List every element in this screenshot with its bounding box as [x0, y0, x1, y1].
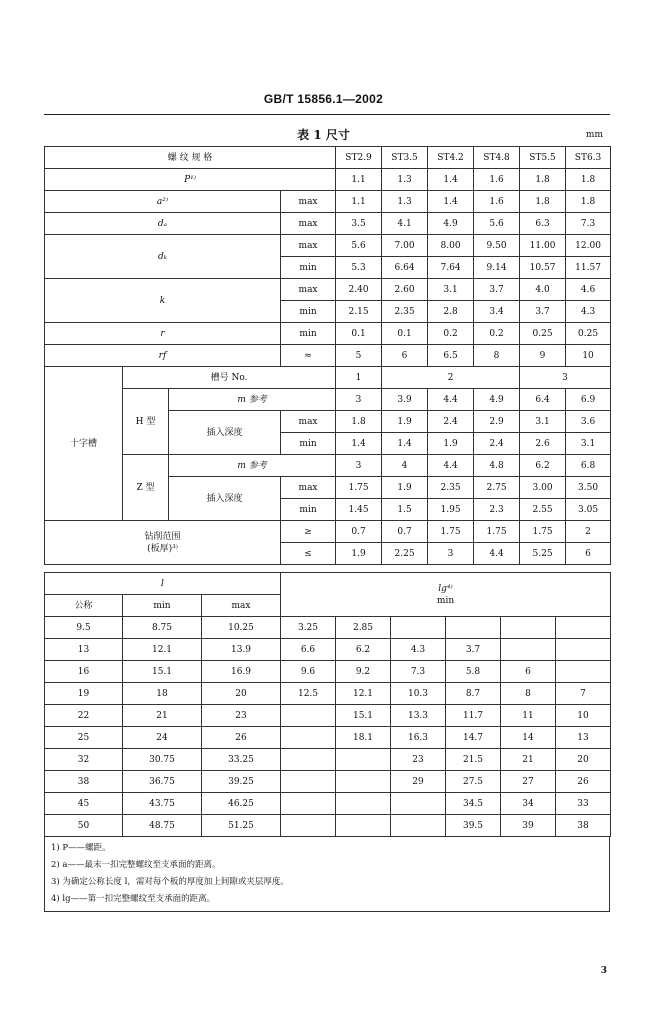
lg-min: min: [436, 595, 455, 606]
nominal-length: 16: [45, 661, 123, 683]
value-cell: 3.1: [566, 433, 611, 455]
min-length: 36.75: [123, 771, 202, 793]
lg-value: 9.2: [336, 661, 391, 683]
value-cell: 3.6: [566, 411, 611, 433]
lg-value: 12.1: [336, 683, 391, 705]
lg-value: 6.2: [336, 639, 391, 661]
row-label: k: [45, 279, 281, 323]
max-length: 20: [202, 683, 281, 705]
lg-value: [281, 727, 336, 749]
value-cell: 12.00: [566, 235, 611, 257]
value-cell: 3.4: [474, 301, 520, 323]
value-cell: 4: [382, 455, 428, 477]
lg-value: 13: [556, 727, 611, 749]
table-row: [45, 815, 611, 837]
lg-value: 7.3: [391, 661, 446, 683]
lg-value: 39: [501, 815, 556, 837]
lg-value: [336, 793, 391, 815]
z-type-label: Z 型: [123, 455, 169, 521]
value-cell: 4.3: [566, 301, 611, 323]
value-cell: 7.3: [566, 213, 611, 235]
value-cell: 3.7: [520, 301, 566, 323]
max-length: 16.9: [202, 661, 281, 683]
lg-value: 34.5: [446, 793, 501, 815]
lg-value: 21: [501, 749, 556, 771]
lg-value: 39.5: [446, 815, 501, 837]
spec-header-row: [45, 147, 611, 169]
value-cell: 1.1: [336, 169, 382, 191]
lg-value: 8.7: [446, 683, 501, 705]
value-cell: 0.2: [474, 323, 520, 345]
value-cell: 2.25: [382, 543, 428, 565]
min-length: 30.75: [123, 749, 202, 771]
max-length: 23: [202, 705, 281, 727]
value-cell: 2: [382, 367, 520, 389]
value-cell: 7.00: [382, 235, 428, 257]
value-cell: 11.57: [566, 257, 611, 279]
value-cell: 6.9: [566, 389, 611, 411]
sub-label: max: [281, 191, 336, 213]
standard-header: GB/T 15856.1—2002: [263, 92, 384, 106]
l-label: l: [45, 573, 281, 595]
table-row: [45, 749, 611, 771]
value-cell: 4.8: [474, 455, 520, 477]
value-cell: 4.0: [520, 279, 566, 301]
value-cell: 0.1: [382, 323, 428, 345]
value-cell: 3: [336, 455, 382, 477]
value-cell: 1.45: [336, 499, 382, 521]
lg-value: 14: [501, 727, 556, 749]
max-length: 10.25: [202, 617, 281, 639]
value-cell: 2.35: [428, 477, 474, 499]
value-cell: 2.8: [428, 301, 474, 323]
max-length: 33.25: [202, 749, 281, 771]
min-length: 18: [123, 683, 202, 705]
spec-cell: ST4.8: [474, 147, 520, 169]
lg-value: [391, 617, 446, 639]
table-row: [45, 617, 611, 639]
value-cell: 3.1: [428, 279, 474, 301]
value-cell: 1.4: [382, 433, 428, 455]
nominal-length: 50: [45, 815, 123, 837]
lg-value: 10.3: [391, 683, 446, 705]
value-cell: 1.6: [474, 169, 520, 191]
sub-label: max: [281, 213, 336, 235]
lg-value: [501, 639, 556, 661]
row-drill-ge: [45, 521, 611, 543]
nominal-length: 25: [45, 727, 123, 749]
row-label: dₖ: [45, 235, 281, 279]
table-unit: mm: [585, 130, 603, 140]
value-cell: 9.50: [474, 235, 520, 257]
table-row: [45, 771, 611, 793]
drill-range-label: [45, 521, 281, 565]
value-cell: 10: [566, 345, 611, 367]
value-cell: 1: [336, 367, 382, 389]
value-cell: 4.4: [428, 389, 474, 411]
spec-cell: ST2.9: [336, 147, 382, 169]
value-cell: 11.00: [520, 235, 566, 257]
value-cell: 6: [566, 543, 611, 565]
row-label: P¹⁾: [45, 169, 336, 191]
value-cell: 2: [566, 521, 611, 543]
max-length: 26: [202, 727, 281, 749]
value-cell: 4.4: [428, 455, 474, 477]
lg-value: 8: [501, 683, 556, 705]
value-cell: 2.3: [474, 499, 520, 521]
sub-label: min: [281, 257, 336, 279]
nominal-length: 9.5: [45, 617, 123, 639]
spec-cell: ST4.2: [428, 147, 474, 169]
value-cell: 6.4: [520, 389, 566, 411]
nominal-length: 45: [45, 793, 123, 815]
value-cell: 3: [520, 367, 611, 389]
min-length: 24: [123, 727, 202, 749]
nominal-length: 13: [45, 639, 123, 661]
value-cell: 1.6: [474, 191, 520, 213]
value-cell: 2.35: [382, 301, 428, 323]
value-cell: 5.6: [474, 213, 520, 235]
value-cell: 3.7: [474, 279, 520, 301]
row-h-m: [45, 389, 611, 411]
value-cell: 4.1: [382, 213, 428, 235]
value-cell: 1.5: [382, 499, 428, 521]
sub-label: min: [281, 499, 336, 521]
value-cell: 1.3: [382, 191, 428, 213]
slot-label: 槽号 No.: [123, 367, 336, 389]
value-cell: 9: [520, 345, 566, 367]
value-cell: 1.1: [336, 191, 382, 213]
lg-value: 3.25: [281, 617, 336, 639]
lg-value: 23: [391, 749, 446, 771]
lg-value: 4.3: [391, 639, 446, 661]
value-cell: 1.8: [336, 411, 382, 433]
value-cell: 1.75: [336, 477, 382, 499]
lg-value: [336, 749, 391, 771]
footnote: 2) a——最末一扣完整螺纹至支承面的距离。: [51, 860, 221, 870]
nominal-length: 19: [45, 683, 123, 705]
value-cell: 6.64: [382, 257, 428, 279]
lg-value: 38: [556, 815, 611, 837]
value-cell: 5.6: [336, 235, 382, 257]
value-cell: 2.15: [336, 301, 382, 323]
lg-value: 27: [501, 771, 556, 793]
sub-label: max: [281, 279, 336, 301]
footnote: 3) 为确定公称长度 l，需对每个板的厚度加上间隙或夹层厚度。: [51, 877, 289, 887]
value-cell: 2.4: [428, 411, 474, 433]
sub-label: min: [281, 323, 336, 345]
page-number: 3: [600, 966, 607, 976]
row-dk-max: [45, 235, 611, 257]
drill-label-line1: 钻削范围: [144, 531, 181, 542]
max-length: 46.25: [202, 793, 281, 815]
value-cell: 1.4: [428, 191, 474, 213]
row-label: a²⁾: [45, 191, 281, 213]
row-da: [45, 213, 611, 235]
drill-label-line2: (板厚)³⁾: [147, 543, 178, 554]
sub-label: max: [281, 411, 336, 433]
lg-value: 29: [391, 771, 446, 793]
sub-label: max: [281, 235, 336, 257]
max-label: max: [202, 595, 281, 617]
header-rule: [44, 114, 610, 115]
table-row: [45, 683, 611, 705]
sub-label: ≤: [281, 543, 336, 565]
value-cell: 5.25: [520, 543, 566, 565]
lg-value: [281, 793, 336, 815]
max-length: 13.9: [202, 639, 281, 661]
lg-value: 6.6: [281, 639, 336, 661]
value-cell: 8.00: [428, 235, 474, 257]
value-cell: 1.8: [566, 169, 611, 191]
value-cell: 3.9: [382, 389, 428, 411]
lg-value: [336, 815, 391, 837]
row-label: dₐ: [45, 213, 281, 235]
lg-value: 11.7: [446, 705, 501, 727]
row-k-max: [45, 279, 611, 301]
spec-cell: ST3.5: [382, 147, 428, 169]
sub-label: ≥: [281, 521, 336, 543]
max-length: 39.25: [202, 771, 281, 793]
lg-value: [446, 617, 501, 639]
min-length: 43.75: [123, 793, 202, 815]
lg-value: 27.5: [446, 771, 501, 793]
value-cell: 0.2: [428, 323, 474, 345]
value-cell: 1.8: [566, 191, 611, 213]
value-cell: 3: [336, 389, 382, 411]
value-cell: 0.7: [336, 521, 382, 543]
sub-label: ≈: [281, 345, 336, 367]
lg-value: 11: [501, 705, 556, 727]
lg-value: [336, 771, 391, 793]
m-ref-label: m 参考: [169, 389, 336, 411]
min-length: 8.75: [123, 617, 202, 639]
value-cell: 2.6: [520, 433, 566, 455]
value-cell: 0.7: [382, 521, 428, 543]
table-row: [45, 727, 611, 749]
lg-value: 21.5: [446, 749, 501, 771]
lg-value: 13.3: [391, 705, 446, 727]
value-cell: 7.64: [428, 257, 474, 279]
value-cell: 3.50: [566, 477, 611, 499]
lg-value: [501, 617, 556, 639]
lg-value: 5.8: [446, 661, 501, 683]
nominal-label: 公称: [45, 595, 123, 617]
value-cell: 5.3: [336, 257, 382, 279]
value-cell: 3: [428, 543, 474, 565]
value-cell: 1.9: [382, 477, 428, 499]
value-cell: 4.9: [428, 213, 474, 235]
value-cell: 1.9: [382, 411, 428, 433]
value-cell: 1.75: [474, 521, 520, 543]
lg-value: 18.1: [336, 727, 391, 749]
value-cell: 2.75: [474, 477, 520, 499]
value-cell: 1.9: [428, 433, 474, 455]
lg-value: 34: [501, 793, 556, 815]
nominal-length: 38: [45, 771, 123, 793]
cross-recess-label: 十字槽: [45, 367, 123, 521]
lg-value: 20: [556, 749, 611, 771]
lg-value: 9.6: [281, 661, 336, 683]
depth-label: 插入深度: [169, 477, 281, 521]
lg-value: [281, 705, 336, 727]
value-cell: 0.25: [566, 323, 611, 345]
min-label: min: [123, 595, 202, 617]
value-cell: 4.4: [474, 543, 520, 565]
lg-value: 33: [556, 793, 611, 815]
value-cell: 3.1: [520, 411, 566, 433]
table-row: [45, 639, 611, 661]
min-length: 12.1: [123, 639, 202, 661]
value-cell: 1.9: [336, 543, 382, 565]
nominal-length: 22: [45, 705, 123, 727]
value-cell: 1.75: [520, 521, 566, 543]
value-cell: 1.8: [520, 169, 566, 191]
table-caption: 表 1 尺寸: [297, 128, 350, 142]
value-cell: 2.40: [336, 279, 382, 301]
length-rows: [45, 617, 611, 837]
lg-value: [281, 815, 336, 837]
spec-cell: ST6.3: [566, 147, 611, 169]
row-rf: [45, 345, 611, 367]
value-cell: 6: [382, 345, 428, 367]
lg-value: [281, 771, 336, 793]
value-cell: 6.5: [428, 345, 474, 367]
h-type-label: H 型: [123, 389, 169, 455]
value-cell: 1.8: [520, 191, 566, 213]
lg-value: 26: [556, 771, 611, 793]
value-cell: 2.60: [382, 279, 428, 301]
value-cell: 6.2: [520, 455, 566, 477]
value-cell: 9.14: [474, 257, 520, 279]
sub-label: min: [281, 433, 336, 455]
depth-label: 插入深度: [169, 411, 281, 455]
value-cell: 2.55: [520, 499, 566, 521]
footnote: 4) lg——第一扣完整螺纹至支承面的距离。: [51, 894, 216, 904]
lg-value: 3.7: [446, 639, 501, 661]
lg-value: [556, 617, 611, 639]
row-label: rf: [45, 345, 281, 367]
lg-value: 16.3: [391, 727, 446, 749]
row-z-m: [45, 455, 611, 477]
table-row: [45, 793, 611, 815]
value-cell: 0.25: [520, 323, 566, 345]
row-label: r: [45, 323, 281, 345]
footnote: 1) P——螺距。: [51, 843, 111, 853]
lg-value: [281, 749, 336, 771]
nominal-length: 32: [45, 749, 123, 771]
value-cell: 1.3: [382, 169, 428, 191]
value-cell: 0.1: [336, 323, 382, 345]
value-cell: 4.6: [566, 279, 611, 301]
lg-value: 7: [556, 683, 611, 705]
max-length: 51.25: [202, 815, 281, 837]
dimension-table: [44, 146, 611, 565]
min-length: 21: [123, 705, 202, 727]
length-table: [44, 572, 611, 837]
min-length: 48.75: [123, 815, 202, 837]
value-cell: 5: [336, 345, 382, 367]
value-cell: 2.9: [474, 411, 520, 433]
row-a: [45, 191, 611, 213]
sub-label: max: [281, 477, 336, 499]
lg-value: [556, 639, 611, 661]
lg-value: 14.7: [446, 727, 501, 749]
lg-value: 6: [501, 661, 556, 683]
value-cell: 8: [474, 345, 520, 367]
value-cell: 4.9: [474, 389, 520, 411]
table-row: [45, 705, 611, 727]
spec-cell: ST5.5: [520, 147, 566, 169]
row-r: [45, 323, 611, 345]
value-cell: 3.5: [336, 213, 382, 235]
value-cell: 6.8: [566, 455, 611, 477]
table-row: [45, 661, 611, 683]
lg-value: 2.85: [336, 617, 391, 639]
lg-value: 15.1: [336, 705, 391, 727]
lg-symbol: lg⁴⁾: [438, 583, 453, 594]
lg-value: [556, 661, 611, 683]
footnotes: [44, 836, 610, 912]
lg-value: 10: [556, 705, 611, 727]
m-ref-label: m 参考: [169, 455, 336, 477]
value-cell: 6.3: [520, 213, 566, 235]
value-cell: 1.4: [428, 169, 474, 191]
lg-value: [391, 815, 446, 837]
length-header-row: [45, 573, 611, 595]
value-cell: 2.4: [474, 433, 520, 455]
sub-label: min: [281, 301, 336, 323]
lg-label: [281, 573, 611, 617]
spec-label: 螺 纹 规 格: [45, 147, 336, 169]
row-slot: [45, 367, 611, 389]
lg-value: [391, 793, 446, 815]
min-length: 15.1: [123, 661, 202, 683]
value-cell: 1.95: [428, 499, 474, 521]
value-cell: 3.05: [566, 499, 611, 521]
value-cell: 10.57: [520, 257, 566, 279]
value-cell: 1.4: [336, 433, 382, 455]
value-cell: 1.75: [428, 521, 474, 543]
row-p: [45, 169, 611, 191]
value-cell: 3.00: [520, 477, 566, 499]
lg-value: 12.5: [281, 683, 336, 705]
